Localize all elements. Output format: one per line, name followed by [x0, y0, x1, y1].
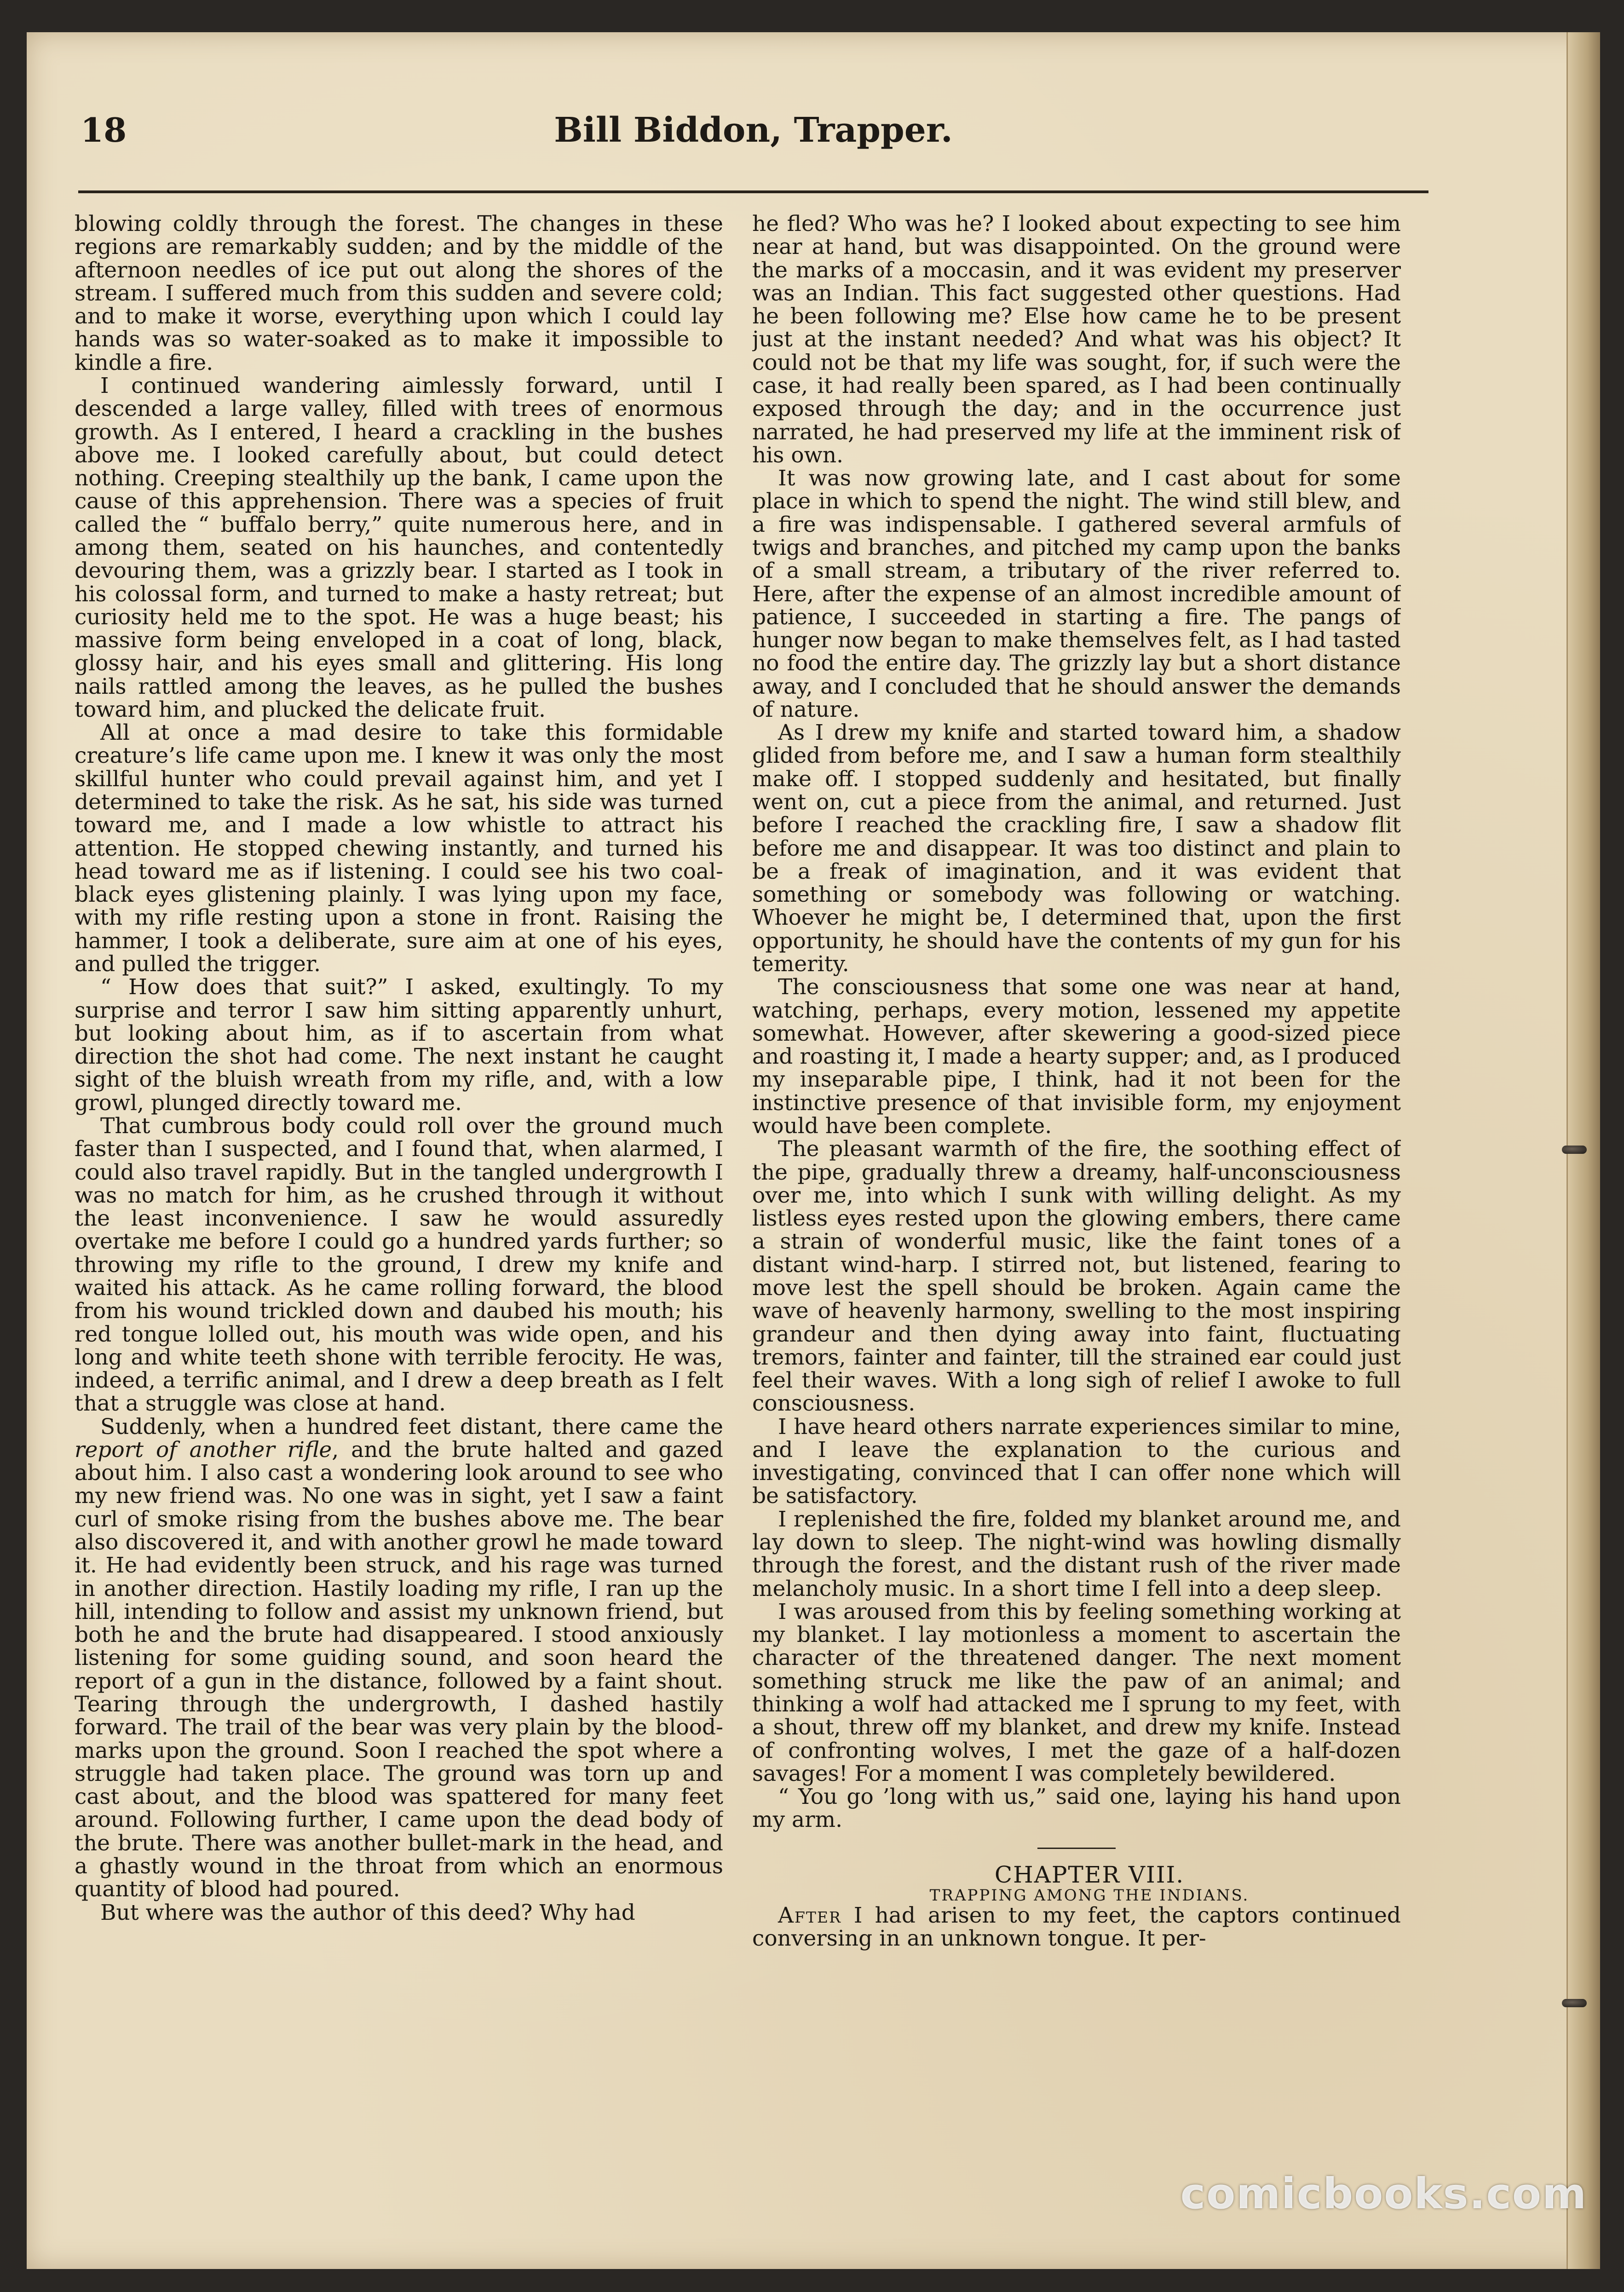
paragraph: The consciousness that some one was near at hand, watching, perhaps, every motion, lessened my appetite somewhat. However, after skewering a good-sized piece and roasting it, I made a hearty supper; and, as I produced my inseparable pipe, I think, had it not been for the instinctive presence of that invisible form, my enjoyment would have been complete.: [752, 974, 1401, 1139]
chapter-subheading: TRAPPING AMONG THE INDIANS.: [929, 1886, 1250, 1905]
paragraph: It was now growing late, and I cast about for some place in which to spend the night. The wind still blew, and a fire was indispensable. I gathered several armfuls of twigs and branches, and pitched my camp upon the banks of a small stream, a tributary of the river referred to. Here, after the expense of an almost incredible amount of patience, I succeeded in starting a fire. The pangs of hunger now began to make themselves felt, as I had tasted no food the entire day. The grizzly lay but a short distance away, and I concluded that he should answer the demands of nature.: [752, 466, 1401, 722]
paragraph: “ How does that suit?” I asked, exultingly. To my surprise and terror I saw him sitting apparently unhurt, but looking about him, as if to ascertain from what direction the shot had come. The next instant he caught sight of the bluish wreath from my rifle, and, with a low growl, plunged directly toward me.: [75, 974, 723, 1116]
italic-phrase: report of another rifle: [75, 1437, 332, 1463]
paragraph: That cumbrous body could roll over the ground much faster than I suspected, and I found that, when alarmed, I could also travel rapidly. But in the tangled undergrowth I was no match for him, as he crushed through it without the least inconvenience. I saw he would assuredly overtake me before I could go a hundred yards further; so throwing my rifle to the ground, I drew my knife and waited his attack. As he came rolling forward, the blood from his wound trickled down and daubed his mouth; his red tongue lolled out, his mouth was wide open, and his long and white teeth shone with terrible ferocity. He was, indeed, a terrific animal, and I drew a deep breath as I felt that a struggle was close at hand.: [75, 1113, 723, 1417]
paragraph-text: , and the brute halted and gazed about him. I also cast a wondering look around to see who my new friend was. No one was in sight, yet I saw a faint curl of smoke rising from the bushes above me. The bear also discovered it, and with another growl he made toward it. He had evidently been struck, and his rage was turned in another direction. Hastily loading my rifle, I ran up the hill, intending to follow and assist my unknown friend, but both he and the brute had disappeared. I stood anxiously listening for some guiding sound, and soon heard the report of a gun in the distance, followed by a faint shout. Tearing through the undergrowth, I dashed hastily forward. The trail of the bear was very plain by the blood-marks upon the ground. Soon I reached the spot where a struggle had taken place. The ground was torn up and cast about, and the blood was spattered for many feet around. Following further, I came upon the dead body of the brute. There was another bullet-mark in the head, and a ghastly wound in the throat from which an enormous quantity of blood had poured.: [75, 1437, 723, 1902]
paragraph: “ You go ’long with us,” said one, laying his hand upon my arm.: [752, 1784, 1401, 1833]
right-column: [752, 213, 1401, 2191]
paragraph: he fled? Who was he? I looked about expecting to see him near at hand, but was disappointed. On the ground were the marks of a moccasin, and it was evident my preserver was an Indian. This fact suggested other questions. Had he been following me? Else how came he to be present just at the instant needed? And what was his object? It could not be that my life was sought, for, if such were the case, it had really been spared, as I had been continually exposed through the day; and in the occurrence just narrated, he had preserved my life at the imminent risk of his own.: [752, 213, 1401, 468]
binding-staple-bottom: [1562, 1999, 1587, 2007]
binding-staple-top: [1562, 1146, 1587, 1154]
paragraph: [75, 1416, 723, 1901]
paragraph: I continued wandering aimlessly forward, until I descended a large valley, filled with trees of enormous growth. As I entered, I heard a crackling in the bushes above me. I looked carefully about, but could detect nothing. Creeping stealthily up the bank, I came upon the cause of this apprehension. There was a species of fruit called the “ buffalo berry,” quite numerous here, and in among them, seated on his haunches, and contentedly devouring them, was a grizzly bear. I started as I took in his colossal form, and turned to make a hasty retreat; but curiosity held me to the spot. He was a huge beast; his massive form being enveloped in a coat of long, black, glossy hair, and his eyes small and glittering. His long nails rattled among the leaves, as he pulled the bushes toward him, and plucked the delicate fruit.: [75, 373, 723, 722]
running-title: Bill Biddon, Trapper.: [554, 110, 953, 150]
paragraph-text: Suddenly, when a hundred feet distant, there came the: [100, 1414, 723, 1440]
paragraph: The pleasant warmth of the fire, the soothing effect of the pipe, gradually threw a dreamy, half-unconsciousness over me, into which I sunk with willing delight. As my listless eyes rested upon the glowing embers, there came a strain of wonderful music, like the faint tones of a distant wind-harp. I stirred not, but listened, fearing to move lest the spell should be broken. Again came the wave of heavenly harmony, swelling to the most inspiring grandeur and then dying away into faint, fluctuating tremors, fainter and fainter, till the strained ear could just feel their waves. With a long sigh of relief I awoke to full consciousness.: [752, 1136, 1401, 1417]
page-header: [81, 97, 1426, 166]
paragraph: blowing coldly through the forest. The changes in these regions are remarkably sudden; and by the middle of the afternoon needles of ice put out along the shores of the stream. I suffered much from this sudden and severe cold; and to make it worse, everything upon which I could lay hands was so water-soaked as to make it impossible to kindle a fire.: [75, 213, 723, 375]
header-rule: [78, 190, 1428, 193]
paragraph-text: I had arisen to my feet, the captors continued conversing in an unknown tongue. It per-: [752, 1902, 1401, 1951]
paragraph: I replenished the fire, folded my blanket around me, and lay down to sleep. The night-wind was howling dismally through the forest, and the distant rush of the river made melancholy music. In a short time I fell into a deep sleep.: [752, 1506, 1401, 1601]
paragraph: As I drew my knife and started toward him, a shadow glided from before me, and I saw a human form stealthily make off. I stopped suddenly and hesitated, but finally went on, cut a piece from the animal, and returned. Just before I reached the crackling fire, I saw a shadow flit before me and disappear. It was too distinct and plain to be a freak of imagination, and it was evident that something or somebody was following or watching. Whoever he might be, I determined that, upon the first opportunity, he should have the contents of my gun for his temerity.: [752, 720, 1401, 977]
page-number: 18: [81, 110, 127, 150]
paragraph: I have heard others narrate experiences similar to mine, and I leave the explanation to the curious and investigating, convinced that I can offer none which will be satisfactory.: [752, 1414, 1401, 1509]
chapter-heading: CHAPTER VIII.: [994, 1861, 1185, 1888]
paragraph: [752, 1904, 1401, 1951]
left-column: [75, 213, 723, 2191]
watermark: comicbooks.com: [1180, 2169, 1587, 2218]
paragraph: All at once a mad desire to take this formidable creature’s life came upon me. I knew it was only the most skillful hunter who could prevail against him, and yet I determined to take the risk. As he sat, his side was turned toward me, and I made a low whistle to attract his attention. He stopped chewing instantly, and turned his head toward me as if listening. I could see his two coal-black eyes glistening plainly. I was lying upon my face, with my rifle resting upon a stone in front. Raising the hammer, I took a deliberate, sure aim at one of his eyes, and pulled the trigger.: [75, 720, 723, 977]
paragraph: I was aroused from this by feeling something working at my blanket. I lay motionless a moment to ascertain the character of the threatened danger. The next moment something struck me like the paw of an animal; and thinking a wolf had attacked me I sprung to my feet, with a shout, threw off my blanket, and drew my knife. Instead of confronting wolves, I met the gaze of a half-dozen savages! For a moment I was completely bewildered.: [752, 1599, 1401, 1786]
paragraph: But where was the author of this deed? Why had: [100, 1900, 635, 1925]
opening-word: After: [778, 1902, 841, 1928]
chapter-divider: [1037, 1848, 1116, 1849]
